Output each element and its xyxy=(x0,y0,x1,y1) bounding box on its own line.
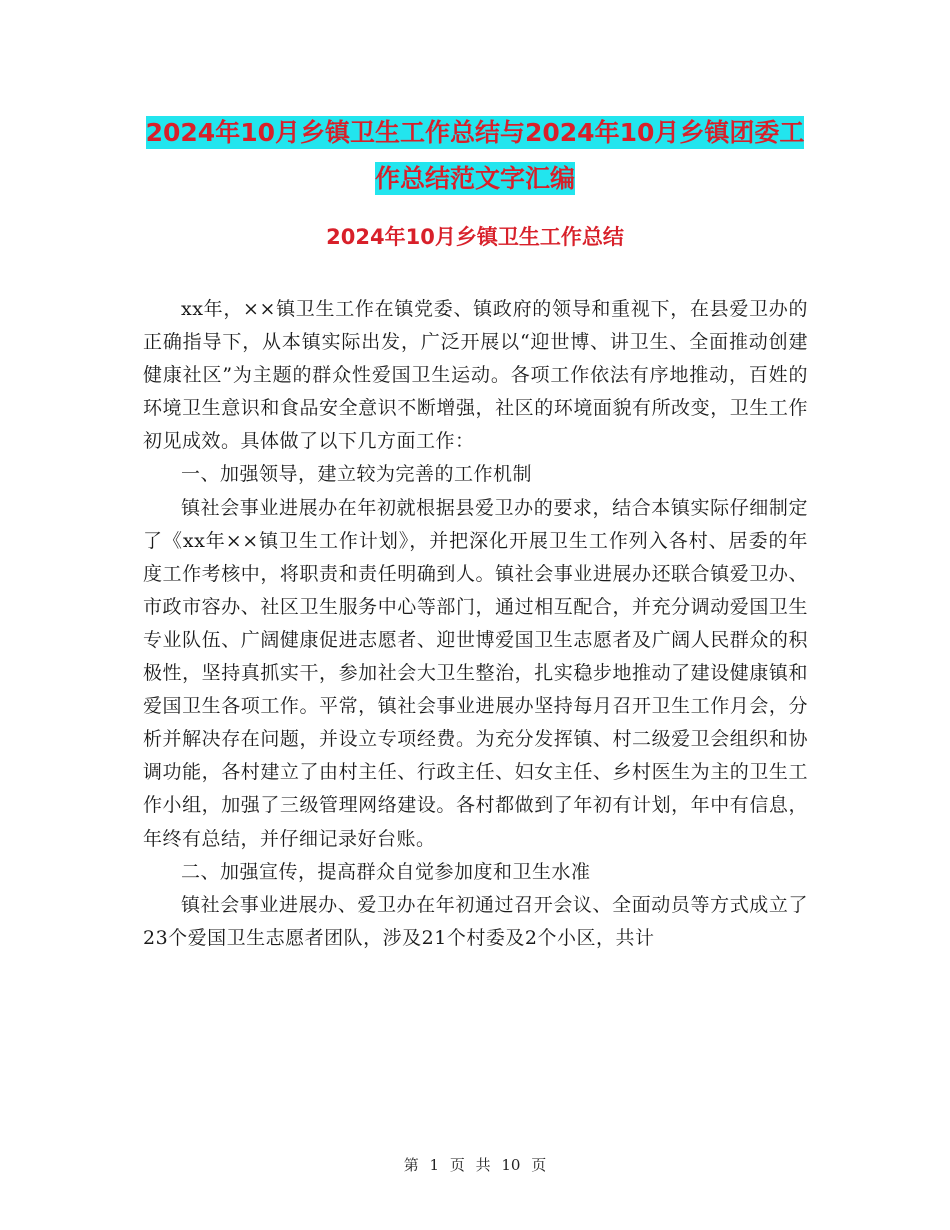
document-title-text: 2024年10月乡镇卫生工作总结与2024年10月乡镇团委工作总结范文字汇编 xyxy=(145,118,805,193)
paragraph-intro: xx年，××镇卫生工作在镇党委、镇政府的领导和重视下，在县爱卫办的正确指导下，从本镇实际出发，广泛开展以“迎世博、讲卫生、全面推动创建健康社区”为主题的群众性爱国卫生运动。各项工作依法有序地推动，百姓的环境卫生意识和食品安全意识不断增强，社区的环境面貌有所改变，卫生工作初见成效。具体做了以下几方面工作： xyxy=(143,298,808,453)
section-heading: 2024年10月乡镇卫生工作总结 xyxy=(326,225,624,249)
paragraph-publicity: 镇社会事业进展办、爱卫办在年初通过召开会议、全面动员等方式成立了23个爱国卫生志愿者团队，涉及21个村委及2个小区，共计 xyxy=(143,893,808,949)
document-body xyxy=(143,293,808,955)
paragraph-leadership: 镇社会事业进展办在年初就根据县爱卫办的要求，结合本镇实际仔细制定了《xx年××镇卫生工作计划》，并把深化开展卫生工作列入各村、居委的年度工作考核中，将职责和责任明确到人。镇社会事业进展办还联合镇爱卫办、市政市容办、社区卫生服务中心等部门，通过相互配合，并充分调动爱国卫生专业队伍、广阔健康促进志愿者、迎世博爱国卫生志愿者及广阔人民群众的积极性，坚持真抓实干，参加社会大卫生整治，扎实稳步地推动了建设健康镇和爱国卫生各项工作。平常，镇社会事业进展办坚持每月召开卫生工作月会，分析并解决存在问题，并设立专项经费。为充分发挥镇、村二级爱卫会组织和协调功能，各村建立了由村主任、行政主任、妇女主任、乡村医生为主的卫生工作小组，加强了三级管理网络建设。各村都做到了年初有计划，年中有信息，年终有总结，并仔细记录好台账。 xyxy=(143,496,808,850)
subheading-publicity: 二、加强宣传，提高群众自觉参加度和卫生水准 xyxy=(181,860,591,883)
document-title xyxy=(140,110,810,202)
page-number: 第 1 页 共 10 页 xyxy=(403,1156,547,1174)
subheading-leadership: 一、加强领导，建立较为完善的工作机制 xyxy=(181,463,533,486)
